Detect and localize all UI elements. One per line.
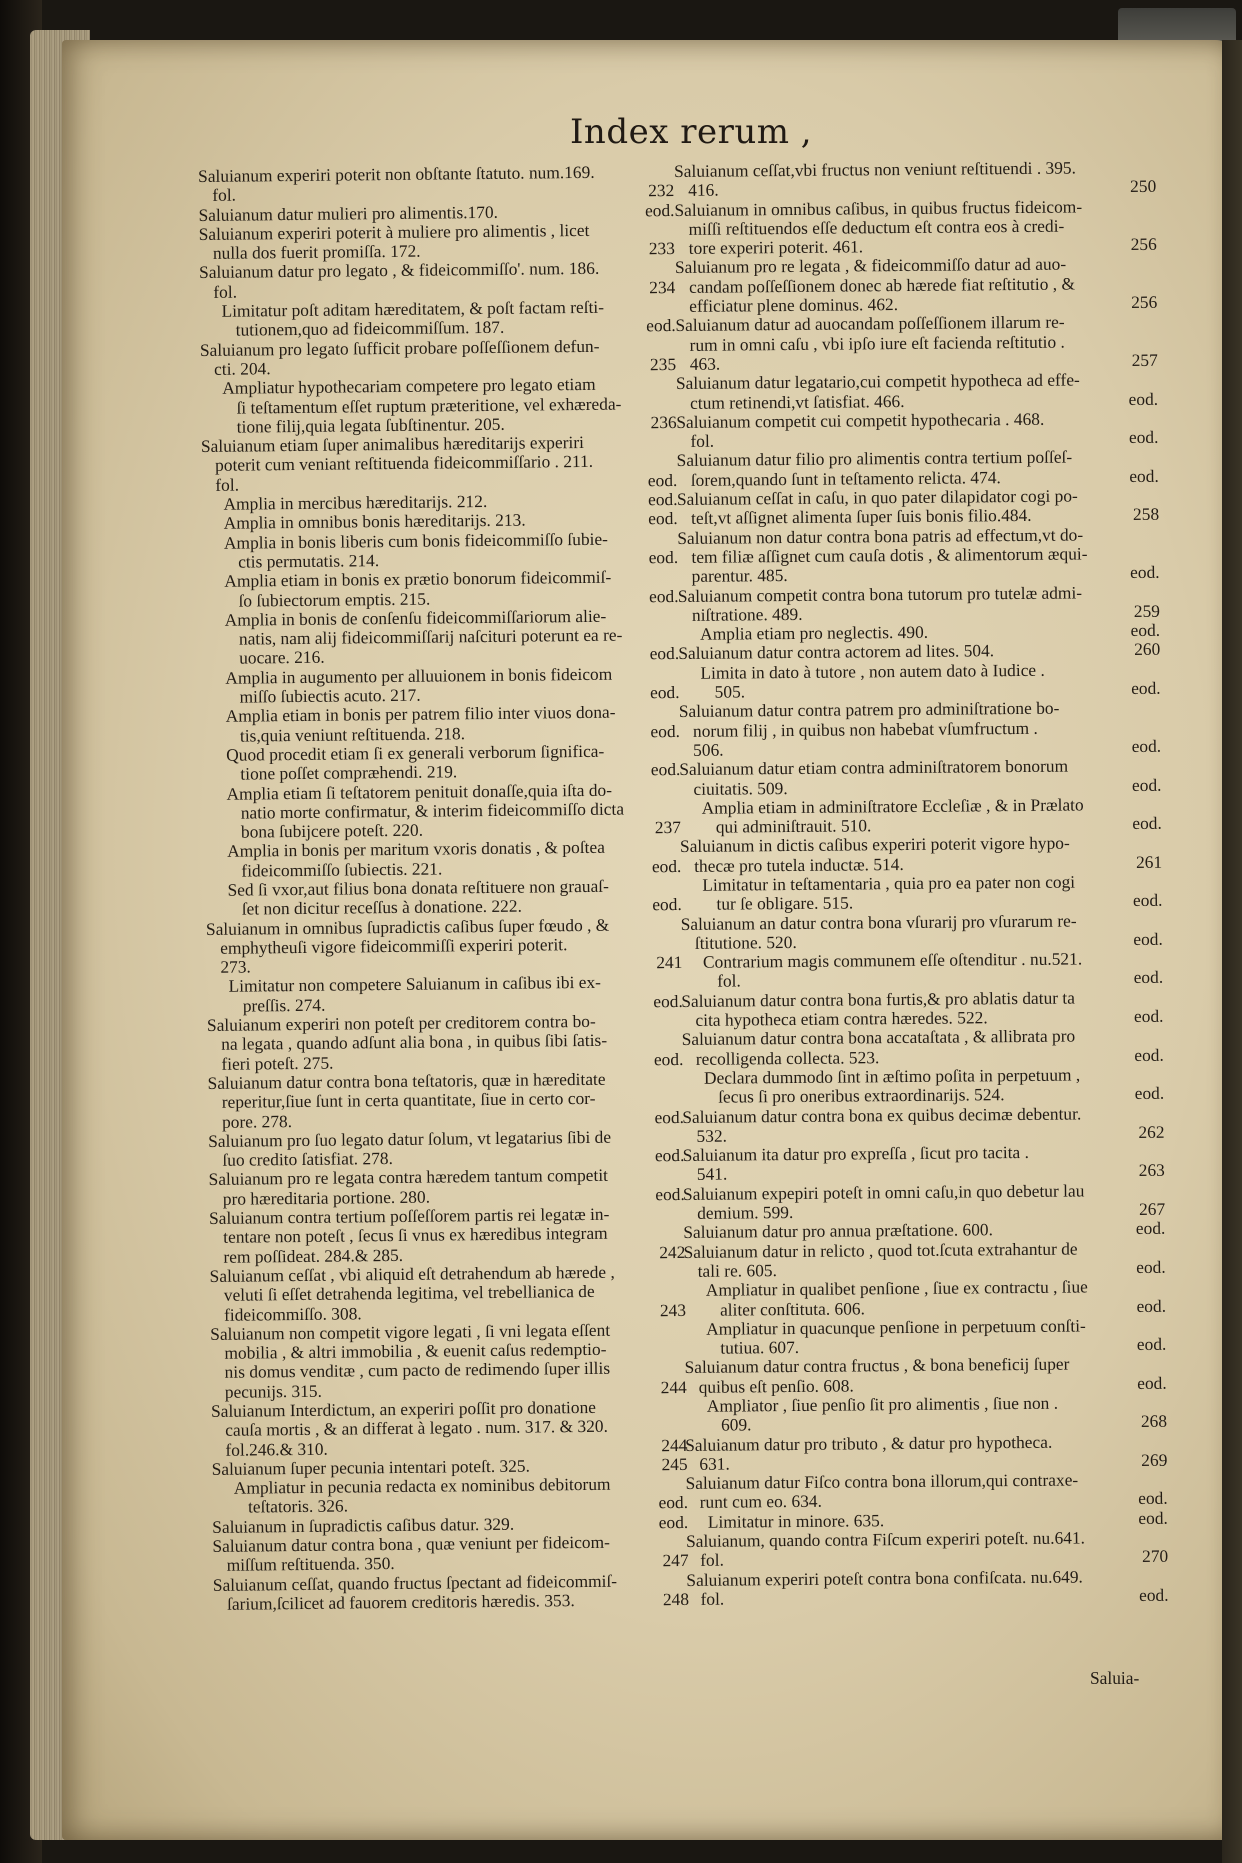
entry-text: reperitur,ſiue ſunt in certa quantitate, ſiue in certo cor- — [221, 1088, 596, 1113]
index-entry — [207, 1069, 690, 1132]
entry-text: fol. — [215, 474, 240, 495]
entry-text: Saluianum datur Fiſco contra bona illorum,qui contraxe- — [685, 1469, 1079, 1494]
entry-text: Saluianum datur contra bona ex quibus decimæ debentur. — [682, 1103, 1082, 1127]
index-entry — [210, 1262, 693, 1325]
entry-text: qui adminiſtrauit. 510. — [715, 815, 872, 837]
entry-text: poterit cum veniant reſtituenda fideicommiſſario . 211. — [215, 451, 594, 476]
entry-text: Saluianum datur contra bona furtis,& pro ablatis datur ta — [681, 987, 1076, 1011]
page-reference: eod. — [648, 546, 679, 568]
entry-text: Saluianum experiri poterit non obſtante ſtatuto. num.169. — [197, 161, 595, 186]
entry-text: ſuo credito ſatisfiat. 278. — [222, 1148, 393, 1170]
entry-text: ſi teſtamentum eſſet ruptum præteritione, vel exhæreda- — [236, 393, 622, 418]
page-reference: eod. — [655, 1183, 685, 1205]
entry-text: tione filij,quia legata ſubſtinentur. 205. — [236, 413, 505, 437]
page-reference: eod. — [1128, 426, 1159, 448]
entry-text: ſet non dicitur receſſus à donatione. 222. — [241, 895, 522, 919]
entry-text: Saluianum datur contra bona accataſtata , & allibrata pro — [681, 1025, 1076, 1050]
entry-text: Amplia in bonis per maritum vxoris donatis , & poſtea — [227, 837, 605, 862]
entry-text: pecunijs. 315. — [224, 1380, 323, 1402]
entry-text: Saluianum datur in relicto , quod tot.ſcuta extrahantur de — [683, 1238, 1078, 1262]
entry-text: ſo ſubiectorum emptis. 215. — [238, 588, 431, 611]
entry-text: Limitatur non competere Saluianum in caſibus ibi ex- — [228, 972, 602, 997]
entry-text: tis,quia veniunt reſtituenda. 218. — [239, 722, 466, 746]
entry-text: Saluianum non competit vigore legati , ſi vni legata eſſent — [210, 1319, 611, 1344]
page-reference: eod. — [654, 1145, 685, 1166]
entry-text: Saluianum etiam ſuper animalibus hæreditarijs experiri — [200, 432, 584, 457]
entry-text: Ampliator , ſiue penſio ſit pro alimentis , ſiue non . — [706, 1392, 1059, 1416]
entry-text: tur ſe obligare. 515. — [716, 892, 854, 914]
entry-text: teſtatoris. 326. — [247, 1495, 349, 1518]
entry-text: Saluianum competit contra bona tutorum pro tutelæ admi- — [677, 581, 1083, 606]
entry-text: Saluianum ceſſat, quando fructus ſpectant ad fideicommiſ- — [212, 1570, 618, 1595]
entry-text: quibus eſt penſio. 608. — [698, 1375, 854, 1397]
entry-text: nulla dos fuerit promiſſa. 172. — [212, 240, 421, 264]
index-entry — [684, 1354, 1172, 1397]
index-entry — [686, 1528, 1174, 1571]
entry-text: Saluianum datur pro legato , & fideicommiſſo'. num. 186. — [198, 258, 600, 283]
entry-text: ctum retinendi,vt ſatisfiat. 466. — [690, 390, 905, 413]
page-reference: eod. — [652, 894, 682, 915]
page-reference: eod. — [647, 469, 678, 491]
entry-text: Amplia in bonis de conſenſu fideicommiſſariorum alie- — [224, 605, 607, 630]
index-entry — [208, 1127, 690, 1171]
entry-text: Saluianum in omnibus ſupradictis caſibus ſuper fœudo , & — [205, 914, 610, 939]
index-subentry — [684, 1316, 1172, 1359]
entry-text: Saluianum datur contra fructus , & bona beneficij ſuper — [684, 1354, 1070, 1378]
entry-text: veluti ſi eſſet detrahenda legitima, vel trebellianica de — [223, 1281, 595, 1306]
entry-text: fideicommiſſo. 308. — [223, 1302, 362, 1325]
page-reference: eod. — [1133, 967, 1164, 988]
entry-text: Saluianum datur contra actorem ad lites. 504. — [678, 640, 995, 664]
entry-text: Saluianum datur contra bona , quæ veniunt per fideicom- — [212, 1531, 610, 1557]
entry-text: ciuitatis. 509. — [693, 777, 788, 799]
index-entry — [677, 447, 1165, 490]
page-reference: eod. — [1129, 465, 1159, 486]
page-reference: eod. — [1138, 1584, 1169, 1605]
entry-text: rem poſſideat. 284.& 285. — [223, 1244, 404, 1267]
entry-text: Amplia etiam in bonis per patrem filio inter viuos dona- — [225, 701, 616, 727]
entry-text: uocare. 216. — [239, 647, 325, 669]
page-reference: 245 — [661, 1453, 688, 1475]
index-subentry — [681, 949, 1169, 992]
entry-text: Limita in dato à tutore , non autem dato à Iudice . — [700, 659, 1045, 683]
entry-text: Ampliatur hypothecariam competere pro legato etiam — [222, 374, 596, 399]
entry-text: fieri poteſt. 275. — [221, 1052, 334, 1074]
page-reference: eod. — [1137, 1372, 1167, 1393]
entry-text: aliter conſtituta. 606. — [719, 1297, 865, 1320]
index-subentry — [206, 972, 688, 1016]
index-entry — [209, 1204, 692, 1267]
entry-text: tione poſſet compræhendi. 219. — [240, 761, 458, 784]
page-reference: eod. — [653, 1048, 684, 1069]
index-subentry — [205, 837, 687, 881]
entry-text: cti. 204. — [214, 358, 271, 379]
entry-text: Saluianum an datur contra bona vſurarij pro vſurarum re- — [680, 910, 1077, 934]
entry-text: Saluianum Interdictum, an experiri poſſit pro donatione — [210, 1396, 597, 1421]
index-entry — [685, 1470, 1173, 1513]
index-entry — [678, 582, 1166, 625]
entry-text: Saluianum datur filio pro alimentis contra tertium poſſeſ- — [676, 446, 1073, 471]
page-reference: eod. — [658, 1492, 689, 1513]
index-entry — [682, 1103, 1170, 1146]
entry-text: Saluianum datur pro tributo , & datur pro hypotheca. — [685, 1431, 1053, 1455]
entry-text: Saluianum ita datur pro expreſſa , ſicut pro tacita . — [682, 1142, 1030, 1166]
entry-text: Saluianum expepiri poteſt in omni caſu,in quo debetur lau — [682, 1180, 1085, 1204]
entry-text: candam poſſeſſionem donec ab hærede fiat reſtitutio , & — [689, 273, 1076, 297]
index-subentry — [202, 529, 684, 573]
page-reference: eod. — [1136, 1295, 1167, 1316]
page-reference: eod. — [1130, 562, 1160, 583]
entry-text: tutionem,quo ad fideicommiſſum. 187. — [235, 317, 505, 340]
index-subentry — [680, 872, 1168, 915]
index-entry — [681, 987, 1169, 1030]
entry-text: Saluianum pro legato ſufficit probare poſſeſſionem defun- — [199, 335, 600, 360]
index-column-left — [198, 162, 695, 1614]
index-entry — [206, 914, 689, 977]
index-entry — [680, 833, 1168, 876]
page-reference: 236 — [650, 411, 677, 433]
page-reference: 257 — [1131, 349, 1158, 370]
page-reference: eod. — [1135, 1218, 1166, 1239]
entry-text: Saluianum datur contra patrem pro adminiſtratione bo- — [678, 697, 1060, 722]
index-entry — [199, 220, 681, 264]
page-reference: 244 — [660, 1376, 687, 1397]
entry-text: fol. — [212, 184, 237, 206]
entry-text: Amplia etiam in bonis ex prætio bonorum fideicommiſ- — [224, 566, 612, 591]
page-reference: 268 — [1140, 1411, 1168, 1432]
page-reference: 233 — [648, 238, 675, 259]
entry-text: niſtratione. 489. — [691, 603, 803, 625]
entry-text: Amplia in bonis liberis cum bonis fideicommiſſo ſubie- — [223, 528, 609, 553]
page-reference: 241 — [656, 952, 683, 973]
page-reference: 256 — [1130, 233, 1157, 255]
entry-text: 273. — [220, 956, 251, 977]
entry-text: nis domus venditæ , cum pacto de redimendo ſuper illis — [224, 1358, 611, 1383]
page-reference: 269 — [1141, 1449, 1168, 1470]
entry-text: na legata , quando adſunt alia bona , in quibus ſibi ſatis- — [221, 1030, 608, 1055]
index-entry — [679, 698, 1167, 760]
index-subentry — [202, 567, 684, 611]
entry-text: runt cum eo. 634. — [699, 1491, 822, 1513]
page-reference: eod. — [1138, 1488, 1168, 1509]
page-reference: 256 — [1131, 291, 1158, 313]
entry-text: Saluianum contra tertium poſſeſſorem partis rei legatæ in- — [208, 1203, 610, 1228]
entry-text: Amplia in mercibus hæreditarijs. 212. — [223, 491, 488, 514]
index-subentry — [200, 374, 683, 437]
entry-text: Saluianum experiri non poteſt per creditorem contra bo- — [206, 1010, 596, 1036]
entry-text: 541. — [696, 1164, 728, 1185]
entry-text: pore. 278. — [221, 1110, 293, 1132]
page-reference: eod. — [1131, 735, 1162, 756]
entry-text: Saluianum experiri poteſt contra bona confiſcata. nu.649. — [686, 1566, 1083, 1590]
index-entry — [676, 370, 1164, 413]
index-subentry — [203, 664, 685, 708]
index-subentry — [204, 741, 686, 785]
page-header: Index rerum , — [570, 112, 813, 152]
index-subentry — [212, 1474, 694, 1518]
index-entry — [199, 258, 681, 302]
page-reference: 247 — [662, 1550, 689, 1571]
page-reference: 270 — [1142, 1546, 1169, 1567]
entry-text: emphytheuſi vigore fideicommiſſi experiri poterit. — [220, 934, 568, 958]
page-reference: eod. — [649, 682, 680, 703]
entry-text: Saluianum datur pro annua præſtatione. 600. — [683, 1219, 994, 1243]
entry-text: pro hæreditaria portione. 280. — [222, 1186, 431, 1209]
index-subentry — [680, 795, 1168, 838]
page-reference: 248 — [662, 1588, 690, 1610]
entry-text: Saluianum ſuper pecunia intentari poteſt. 325. — [211, 1455, 530, 1479]
entry-text: Saluianum pro re legata contra hæredem tantum competit — [208, 1165, 609, 1190]
entry-text: ſorem,quando ſunt in teſtamento relicta. 474. — [690, 466, 1001, 490]
entry-text: Saluianum pro re legata , & fideicommiſſo datur ad auo- — [674, 254, 1067, 278]
page-reference: eod. — [1131, 774, 1162, 795]
page-reference: 237 — [654, 817, 682, 838]
entry-text: rum in omni caſu , vbi ipſo iure eſt facienda reſtitutio . — [689, 331, 1065, 355]
page-reference: 260 — [1134, 639, 1161, 660]
index-entry — [210, 1320, 693, 1402]
page-reference: eod. — [644, 199, 675, 220]
page-reference: eod. — [1132, 890, 1163, 911]
entry-text: Saluianum competit cui competit hypothecaria . 468. — [676, 408, 1045, 432]
page-reference: 261 — [1135, 851, 1163, 872]
entry-text: Amplia etiam in adminiſtratore Eccleſiæ , & in Prælato — [701, 794, 1084, 818]
index-subentry — [684, 1277, 1172, 1320]
index-entry — [200, 336, 682, 380]
page-reference: 259 — [1133, 600, 1161, 621]
page-reference: 243 — [659, 1299, 687, 1320]
page-reference: eod. — [648, 508, 678, 529]
entry-text: Saluianum in dictis caſibus experiri poterit vigore hypo- — [679, 832, 1070, 857]
page-reference: eod. — [650, 759, 681, 780]
index-column-right — [674, 158, 1175, 1609]
index-subentry — [685, 1393, 1173, 1436]
page-reference: 262 — [1138, 1121, 1165, 1142]
index-entry — [683, 1238, 1171, 1281]
page-reference: eod. — [1138, 1507, 1168, 1528]
entry-text: Limitatur in teſtamentaria , quia pro ea pater non cogi — [702, 871, 1076, 895]
index-subentry — [199, 297, 681, 341]
index-subentry — [204, 779, 687, 842]
page-reference: eod. — [646, 315, 676, 336]
entry-text: fol. — [690, 430, 715, 452]
entry-text: Saluianum datur ad auocandam poſſeſſionem illarum re- — [675, 311, 1065, 336]
entry-text: miſſum reſtituenda. 350. — [226, 1553, 395, 1576]
entry-text: 416. — [688, 179, 719, 201]
entry-text: fideicommiſſo ſubiectis. 221. — [241, 858, 443, 881]
entry-text: natis, nam alij fideicommiſſarij naſcituri poterunt ea re- — [238, 624, 623, 649]
page-reference: eod. — [648, 585, 679, 606]
entry-text: ſecus ſi pro oneribus extraordinarijs. 524. — [718, 1084, 1005, 1107]
entry-text: teſt,vt aſſignet alimenta ſuper ſuis bonis filio.484. — [691, 505, 1032, 529]
entry-text: Ampliatur in pecunia redacta ex nominibus debitorum — [233, 1473, 611, 1498]
index-entry — [682, 1026, 1170, 1069]
entry-text: preſſis. 274. — [242, 994, 326, 1016]
entry-text: Saluianum in omnibus caſibus, in quibus fructus fideicom- — [674, 196, 1083, 220]
index-entry — [213, 1571, 695, 1615]
entry-text: fol.246.& 310. — [225, 1438, 328, 1460]
entry-text: Saluianum ceſſat in caſu, in quo pater dilapidator cogi po- — [676, 485, 1078, 510]
entry-text: natio morte confirmatur, & interim fideicommiſſo dicta — [240, 798, 625, 823]
entry-text: Saluianum datur contra bona teſtatoris, quæ in hæreditate — [207, 1068, 606, 1093]
entry-text: 609. — [720, 1414, 752, 1435]
entry-text: parentur. 485. — [691, 565, 788, 587]
entry-text: Saluianum in ſupradictis caſibus datur. 329. — [212, 1513, 515, 1537]
index-entry — [674, 196, 1162, 258]
entry-text: cauſa mortis , & an differat à legato . num. 317. & 320. — [225, 1416, 608, 1441]
index-subentry — [204, 702, 686, 746]
page-reference: eod. — [651, 855, 682, 876]
page-reference: eod. — [650, 720, 681, 741]
index-entry — [683, 1180, 1171, 1223]
index-entry — [198, 162, 680, 206]
entry-text: Sed ſi vxor,aut filius bona donata reſtituere non grauaſ- — [227, 875, 609, 900]
index-entry — [674, 158, 1162, 201]
page-reference: 258 — [1132, 504, 1160, 525]
entry-text: tutiua. 607. — [720, 1337, 800, 1358]
entry-text: Saluianum datur legatario,cui competit hypotheca ad effe- — [675, 369, 1080, 394]
entry-text: fol. — [700, 1549, 724, 1571]
entry-text: Amplia etiam ſi teſtatorem penituit donaſſe,quia iſta do- — [226, 779, 613, 804]
page-reference: eod. — [1132, 812, 1162, 834]
index-entry — [679, 756, 1167, 799]
entry-text: Contrarium magis communem eſſe oſtenditur . nu.521. — [702, 948, 1083, 972]
entry-text: norum filij , in quibus non habebat vſumfructum . — [692, 717, 1038, 741]
page-reference: eod. — [1134, 1044, 1164, 1065]
page-reference: eod. — [1133, 928, 1163, 949]
right-edge — [1222, 40, 1242, 1863]
index-entry — [677, 486, 1165, 529]
entry-text: tali re. 605. — [697, 1260, 777, 1281]
page-reference: eod. — [1128, 388, 1159, 409]
entry-text: tore experiri poterit. 461. — [688, 236, 864, 259]
page-reference: eod. — [649, 643, 680, 664]
entry-text: Saluianum experiri poterit à muliere pro alimentis , licet — [198, 219, 590, 244]
entry-text: Saluianum ceſſat , vbi aliquid eſt detrahendum ab hærede , — [209, 1261, 615, 1286]
entry-text: ſarium,ſcilicet ad fauorem creditoris hæredis. 353. — [226, 1590, 575, 1614]
index-entry — [685, 1431, 1173, 1474]
entry-text: 463. — [689, 353, 721, 374]
entry-text: Quod procedit etiam ſi ex generali verborum ſignifica- — [226, 740, 605, 765]
entry-text: tem filiæ aſſignet cum cauſa dotis , & alimentorum æqui- — [691, 543, 1088, 567]
index-subentry — [205, 876, 687, 920]
index-entry — [681, 910, 1169, 953]
entry-text: fol. — [700, 1588, 725, 1609]
entry-text: Saluianum pro ſuo legato datur ſolum, vt legatarius ſibi de — [208, 1126, 612, 1151]
page-reference: eod. — [653, 990, 683, 1012]
entry-text: bona ſubijcere poteſt. 220. — [240, 819, 424, 842]
page-reference: eod. — [1134, 1083, 1165, 1104]
entry-text: efficiatur plene dominus. 462. — [689, 294, 899, 316]
page-reference: eod. — [1136, 1333, 1167, 1355]
entry-text: Amplia in omnibus bonis hæreditarijs. 213. — [223, 509, 526, 534]
entry-text: fol. — [717, 970, 741, 992]
entry-text: 631. — [699, 1453, 730, 1474]
index-entry — [209, 1165, 691, 1209]
entry-text: recolligenda collecta. 523. — [695, 1046, 880, 1069]
entry-text: 532. — [696, 1125, 728, 1146]
page-reference: eod. — [1130, 619, 1161, 641]
entry-text: ctis permutatis. 214. — [238, 550, 380, 572]
entry-text: Limitatur in minore. 635. — [707, 1509, 885, 1532]
page-reference: 267 — [1138, 1198, 1166, 1220]
page-reference: eod. — [1133, 1005, 1164, 1027]
entry-text: miſſi reſtituendos eſſe deductum eſt contra eos à credi- — [688, 215, 1065, 239]
page-reference: eod. — [658, 1511, 689, 1533]
entry-text: mobilia , & altri immobilia , & euenit caſus redemptio- — [224, 1338, 607, 1363]
index-entry — [207, 1011, 690, 1074]
entry-text: miſſo ſubiectis acuto. 217. — [239, 684, 421, 707]
entry-text: Saluianum ceſſat,vbi fructus non veniunt reſtituendi . 395. — [673, 157, 1076, 181]
entry-text: Ampliatur in qualibet penſione , ſiue ex contractu , ſiue — [705, 1276, 1088, 1300]
page-reference: 244 — [661, 1434, 688, 1455]
page-reference: 263 — [1138, 1160, 1165, 1181]
entry-text: Saluianum datur mulieri pro alimentis.170. — [198, 201, 499, 225]
entry-text: Saluianum non datur contra bona patris ad effectum,vt do- — [677, 524, 1084, 548]
page-reference: 234 — [649, 276, 676, 298]
entry-text: Saluianum datur etiam contra adminiſtratorem bonorum — [679, 755, 1069, 780]
index-entry — [211, 1397, 694, 1460]
entry-text: cita hypotheca etiam contra hæredes. 522. — [695, 1007, 988, 1030]
index-entry — [675, 312, 1163, 374]
entry-text: fol. — [213, 281, 238, 302]
index-entry — [686, 1566, 1174, 1609]
entry-text: demium. 599. — [697, 1202, 794, 1223]
entry-text: Amplia in augumento per alluuionem in bonis fideicom — [225, 663, 613, 688]
entry-text: 506. — [693, 739, 724, 760]
page-reference: eod. — [1131, 677, 1161, 699]
entry-text: Amplia etiam pro neglectis. 490. — [700, 621, 929, 644]
page-reference: 250 — [1130, 176, 1157, 197]
index-entry — [201, 432, 684, 495]
entry-text: Limitatur poſt aditam hæreditatem, & poſt factam reſti- — [221, 296, 605, 321]
page-reference: 235 — [649, 353, 677, 375]
page-reference: 232 — [648, 180, 675, 201]
entry-text: thecæ pro tutela inductæ. 514. — [694, 853, 904, 876]
index-subentry — [203, 606, 686, 669]
index-subentry — [678, 659, 1166, 702]
catchword: Saluia- — [1090, 1668, 1140, 1688]
page-reference: eod. — [654, 1106, 685, 1127]
entry-text: ſtitutione. 520. — [694, 931, 797, 953]
page-reference: 242 — [659, 1241, 686, 1262]
entry-text: 505. — [714, 681, 746, 702]
page-reference: eod. — [1136, 1256, 1166, 1277]
entry-text: tentare non poteſt , ſecus ſi vnus ex hæredibus integram — [223, 1223, 608, 1248]
page-reference: eod. — [647, 489, 678, 510]
index-subentry — [682, 1065, 1170, 1108]
entry-text: Saluianum, quando contra Fiſcum experiri poteſt. nu.641. — [685, 1527, 1086, 1552]
index-entry — [677, 524, 1165, 586]
index-entry — [683, 1142, 1171, 1185]
index-entry — [676, 409, 1164, 452]
entry-text: Declara dummodo ſint in æſtimo poſita in perpetuum , — [703, 1064, 1081, 1088]
entry-text: Ampliatur in quacunque penſione in perpetuum conſti- — [706, 1315, 1086, 1339]
index-entry — [212, 1532, 694, 1576]
index-entry — [675, 254, 1163, 316]
